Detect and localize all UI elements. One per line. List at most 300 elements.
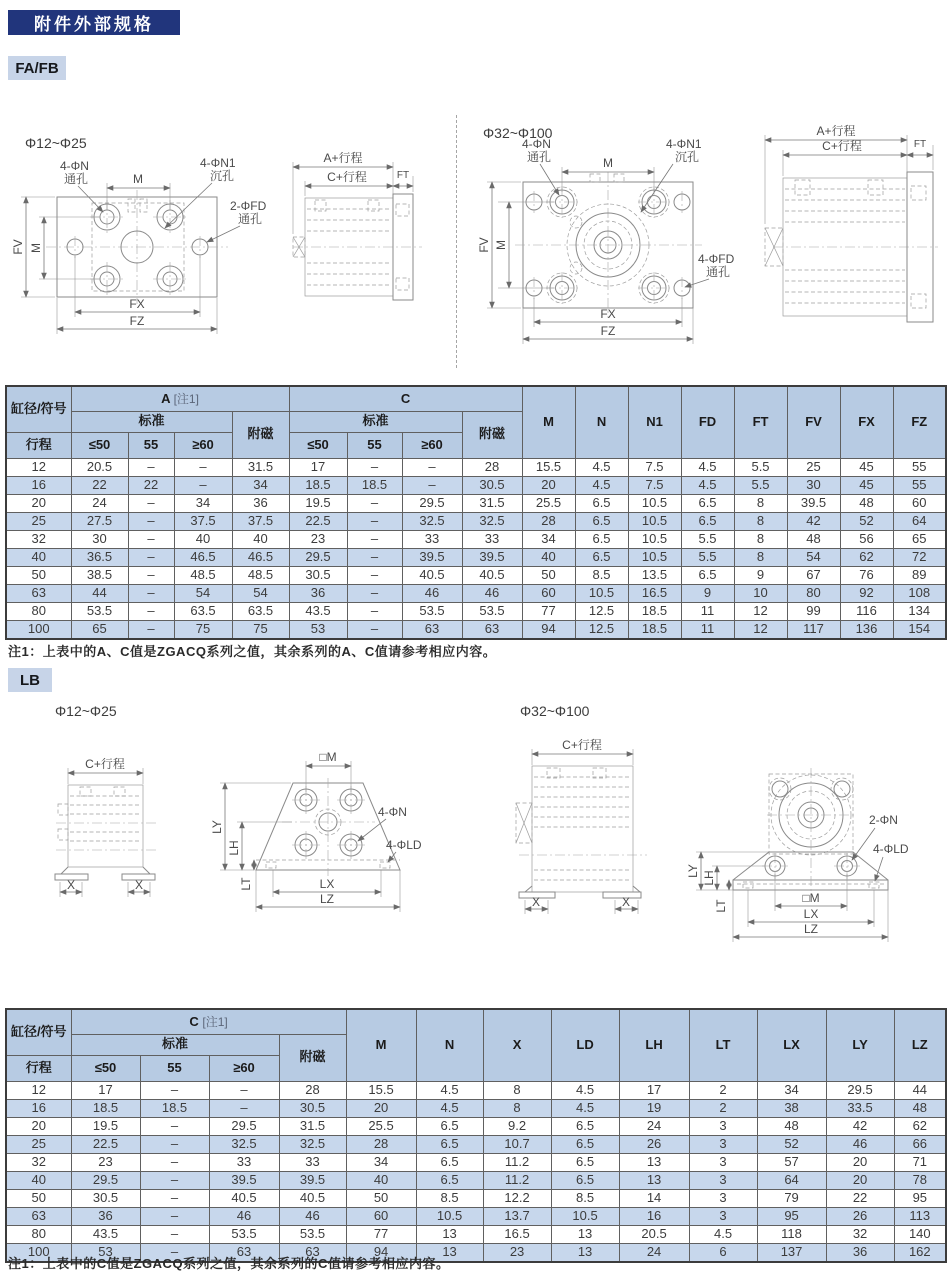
table-cell: 13: [551, 1243, 619, 1262]
table-cell: 75: [232, 620, 289, 639]
table-row: [6, 530, 946, 548]
table-row: [6, 1171, 946, 1189]
column-header: M: [346, 1009, 416, 1081]
dim-label-ft: FT: [396, 170, 410, 181]
table-cell: 89: [893, 566, 946, 584]
table-cell: 16: [6, 476, 71, 494]
column-header-group-a: A [注1]: [71, 386, 289, 411]
table-row: [6, 476, 946, 494]
table-cell: 12: [6, 458, 71, 476]
table-cell: 8: [734, 494, 787, 512]
bolt-holes: [90, 200, 187, 296]
table-cell: 12.5: [575, 620, 628, 639]
table-cell: 8: [734, 512, 787, 530]
table-cell: 162: [894, 1243, 946, 1262]
table-cell: 28: [462, 458, 522, 476]
table-cell: 30.5: [279, 1099, 346, 1117]
table-cell: 6.5: [551, 1153, 619, 1171]
table-row: [6, 1135, 946, 1153]
callout-4-phi-n1: 4-ΦN1: [200, 156, 236, 170]
table-cell: 10.5: [628, 494, 681, 512]
table-cell: 32.5: [462, 512, 522, 530]
table-cell: 29.5: [209, 1117, 279, 1135]
table-cell: 65: [71, 620, 128, 639]
callout-4-phi-n: 4-ΦN: [60, 159, 89, 173]
table-cell: 2: [689, 1099, 757, 1117]
column-header: M: [522, 386, 575, 458]
fafb-drawing-phi32-100: [470, 110, 945, 378]
dim-label-fv: FV: [477, 237, 491, 253]
dim-label-a-stroke: A+行程: [816, 124, 856, 138]
table-cell: 10.5: [628, 530, 681, 548]
table-cell: 18.5: [628, 620, 681, 639]
table-cell: 11: [681, 620, 734, 639]
table-cell: 6.5: [416, 1171, 483, 1189]
table-cell: 53: [71, 1243, 140, 1262]
column-header: LD: [551, 1009, 619, 1081]
table-cell: 16.5: [628, 584, 681, 602]
table-cell: 23: [289, 530, 347, 548]
column-header-magnet: 附磁: [279, 1034, 346, 1081]
table-cell: 6.5: [575, 512, 628, 530]
table-cell: 46: [462, 584, 522, 602]
table-cell: 72: [893, 548, 946, 566]
table-cell: 3: [689, 1171, 757, 1189]
table-cell: 78: [894, 1171, 946, 1189]
column-header: FV: [787, 386, 840, 458]
table-cell: –: [347, 584, 402, 602]
table-cell: 42: [826, 1117, 894, 1135]
table-row: [6, 458, 946, 476]
table-cell: 43.5: [71, 1225, 140, 1243]
table-cell: 5.5: [681, 548, 734, 566]
table-cell: 42: [787, 512, 840, 530]
dim-label-lt: LT: [714, 899, 728, 913]
table-cell: 56: [840, 530, 893, 548]
table-cell: 154: [893, 620, 946, 639]
table-cell: 25.5: [522, 494, 575, 512]
dim-label-m-left: M: [494, 240, 508, 250]
dim-label-lx: LX: [803, 907, 819, 921]
table-cell: 40.5: [279, 1189, 346, 1207]
dim-label-ly: LY: [686, 864, 700, 878]
table-cell: 20: [826, 1171, 894, 1189]
table-cell: 46.5: [174, 548, 232, 566]
column-header: ≥60: [174, 432, 232, 458]
table-cell: 40: [522, 548, 575, 566]
dim-label-lz: LZ: [319, 892, 335, 906]
dim-label-x: X: [66, 878, 76, 892]
dim-label-sq-m: □M: [802, 891, 820, 905]
dim-label-fv: FV: [11, 239, 25, 255]
column-header: LY: [826, 1009, 894, 1081]
table-cell: 16.5: [483, 1225, 551, 1243]
table-cell: 9.2: [483, 1117, 551, 1135]
table-cell: 80: [6, 1225, 71, 1243]
table-cell: 11: [681, 602, 734, 620]
table-cell: 64: [757, 1171, 826, 1189]
table-cell: 13: [619, 1153, 689, 1171]
table-row: [6, 494, 946, 512]
table-cell: 10.7: [483, 1135, 551, 1153]
callout-4-phi-n1: 4-ΦN1: [666, 137, 702, 151]
table-cell: 12: [6, 1081, 71, 1099]
table-cell: 48: [757, 1117, 826, 1135]
table-cell: 33: [402, 530, 462, 548]
table-cell: 22.5: [289, 512, 347, 530]
table-row: [6, 1153, 946, 1171]
table-cell: 40: [346, 1171, 416, 1189]
table-cell: 113: [894, 1207, 946, 1225]
table-cell: 34: [346, 1153, 416, 1171]
callout-counterbore: 沉孔: [675, 150, 700, 164]
table-cell: 20: [6, 1117, 71, 1135]
table-cell: 79: [757, 1189, 826, 1207]
table-cell: –: [209, 1099, 279, 1117]
bolt-holes: [292, 786, 365, 859]
table-cell: 24: [619, 1117, 689, 1135]
table-cell: 136: [840, 620, 893, 639]
table-cell: 4.5: [681, 458, 734, 476]
table-cell: 60: [522, 584, 575, 602]
table-cell: 63.5: [174, 602, 232, 620]
table-cell: 10.5: [628, 548, 681, 566]
table-cell: 18.5: [289, 476, 347, 494]
column-header-bore: 缸径/符号: [6, 386, 71, 432]
callout-through-hole: 通孔: [706, 265, 731, 279]
column-header: FZ: [893, 386, 946, 458]
table-cell: 100: [6, 620, 71, 639]
table-cell: –: [128, 548, 174, 566]
table-cell: 8.5: [416, 1189, 483, 1207]
table-cell: –: [128, 494, 174, 512]
table-cell: 8.5: [575, 566, 628, 584]
table-cell: –: [347, 530, 402, 548]
column-header-stroke: 行程: [6, 1055, 71, 1081]
table-cell: 100: [6, 1243, 71, 1262]
table-cell: 39.5: [279, 1171, 346, 1189]
table-cell: 3: [689, 1189, 757, 1207]
table-cell: 4.5: [575, 476, 628, 494]
table-cell: 46.5: [232, 548, 289, 566]
table-cell: –: [128, 602, 174, 620]
table-cell: 71: [894, 1153, 946, 1171]
table-cell: 54: [174, 584, 232, 602]
table-cell: 22: [71, 476, 128, 494]
table-cell: 4.5: [681, 476, 734, 494]
table-cell: 28: [346, 1135, 416, 1153]
table-cell: 25.5: [346, 1117, 416, 1135]
table-row: [6, 584, 946, 602]
table-cell: 10: [734, 584, 787, 602]
column-header-standard: 标准: [289, 411, 462, 432]
column-header: ≤50: [71, 432, 128, 458]
table-cell: 18.5: [628, 602, 681, 620]
table-cell: 134: [893, 602, 946, 620]
drawing-caption: Φ12~Φ25: [55, 703, 117, 719]
table-cell: 4.5: [416, 1099, 483, 1117]
table-cell: 64: [893, 512, 946, 530]
table-cell: 12: [734, 620, 787, 639]
callout-4-phi-n: 4-ΦN: [378, 805, 407, 819]
dim-label-fx: FX: [129, 297, 145, 311]
table-cell: 3: [689, 1153, 757, 1171]
table-cell: 13: [551, 1225, 619, 1243]
table-cell: 94: [522, 620, 575, 639]
dim-label-ft: FT: [913, 139, 927, 150]
table-cell: –: [128, 620, 174, 639]
table-cell: –: [140, 1081, 209, 1099]
table-cell: 63.5: [232, 602, 289, 620]
table-cell: 63: [462, 620, 522, 639]
table-cell: 7.5: [628, 458, 681, 476]
table-cell: –: [347, 548, 402, 566]
table-cell: 36: [289, 584, 347, 602]
table-cell: 3: [689, 1207, 757, 1225]
dim-label-x: X: [531, 895, 541, 909]
table-cell: 39.5: [209, 1171, 279, 1189]
table-cell: 10.5: [551, 1207, 619, 1225]
table-cell: 40.5: [462, 566, 522, 584]
table-cell: 95: [894, 1189, 946, 1207]
table-cell: 12: [734, 602, 787, 620]
table-cell: 30: [787, 476, 840, 494]
table-cell: 40: [232, 530, 289, 548]
table-cell: 46: [209, 1207, 279, 1225]
dim-label-m: M: [603, 156, 613, 170]
column-header: 55: [140, 1055, 209, 1081]
table-row: [6, 1117, 946, 1135]
table-cell: 8: [734, 548, 787, 566]
column-header-magnet: 附磁: [462, 411, 522, 458]
table-cell: 29.5: [826, 1081, 894, 1099]
table-cell: 66: [894, 1135, 946, 1153]
table-cell: –: [402, 458, 462, 476]
column-header: FD: [681, 386, 734, 458]
table-cell: –: [174, 458, 232, 476]
table-cell: 54: [232, 584, 289, 602]
table-cell: –: [347, 512, 402, 530]
table-cell: 40: [6, 1171, 71, 1189]
table-cell: 137: [757, 1243, 826, 1262]
table-cell: 15.5: [346, 1081, 416, 1099]
column-header-standard: 标准: [71, 1034, 279, 1055]
dim-label-x: X: [621, 895, 631, 909]
table-cell: 39.5: [787, 494, 840, 512]
table-cell: 25: [6, 1135, 71, 1153]
table-cell: 48: [787, 530, 840, 548]
table-cell: –: [347, 602, 402, 620]
table-cell: 28: [279, 1081, 346, 1099]
table-cell: 108: [893, 584, 946, 602]
table-cell: 22: [128, 476, 174, 494]
table-cell: –: [347, 494, 402, 512]
table-cell: 37.5: [174, 512, 232, 530]
table-cell: 52: [757, 1135, 826, 1153]
table-cell: –: [347, 620, 402, 639]
table-cell: 76: [840, 566, 893, 584]
column-header: ≥60: [209, 1055, 279, 1081]
table-cell: 19.5: [289, 494, 347, 512]
table-cell: 31.5: [232, 458, 289, 476]
column-header: N: [575, 386, 628, 458]
table-row: [6, 620, 946, 639]
table-row: [6, 1189, 946, 1207]
table-cell: 77: [522, 602, 575, 620]
table-cell: 50: [6, 566, 71, 584]
table-row: [6, 548, 946, 566]
table-cell: 12.5: [575, 602, 628, 620]
table-cell: 40.5: [402, 566, 462, 584]
table-cell: 13: [416, 1243, 483, 1262]
table-cell: –: [140, 1153, 209, 1171]
column-header: ≤50: [289, 432, 347, 458]
table-cell: 10.5: [416, 1207, 483, 1225]
table-cell: 6.5: [575, 530, 628, 548]
table-row: [6, 1207, 946, 1225]
column-header: LX: [757, 1009, 826, 1081]
table-cell: 40.5: [209, 1189, 279, 1207]
table-cell: 18.5: [347, 476, 402, 494]
table-cell: 20: [826, 1153, 894, 1171]
table-cell: 32.5: [279, 1135, 346, 1153]
table-cell: 19.5: [71, 1117, 140, 1135]
table-cell: 33.5: [826, 1099, 894, 1117]
table-cell: 8: [734, 530, 787, 548]
table-cell: 140: [894, 1225, 946, 1243]
table-cell: 3: [689, 1117, 757, 1135]
table-cell: 53.5: [279, 1225, 346, 1243]
table-cell: 45: [840, 476, 893, 494]
table-cell: 62: [840, 548, 893, 566]
table-cell: 77: [346, 1225, 416, 1243]
table-cell: 57: [757, 1153, 826, 1171]
dim-label-lh: LH: [702, 870, 716, 886]
table-cell: 39.5: [402, 548, 462, 566]
table-cell: 30.5: [71, 1189, 140, 1207]
table-cell: –: [140, 1243, 209, 1262]
table-cell: 18.5: [71, 1099, 140, 1117]
table-cell: 34: [174, 494, 232, 512]
table-cell: 6.5: [681, 494, 734, 512]
table-row: [6, 1099, 946, 1117]
table-cell: 60: [893, 494, 946, 512]
table-cell: 26: [826, 1207, 894, 1225]
table-cell: 65: [893, 530, 946, 548]
table-cell: 4.5: [416, 1081, 483, 1099]
table-cell: 5.5: [681, 530, 734, 548]
table-cell: 6.5: [416, 1153, 483, 1171]
table-cell: 63: [6, 1207, 71, 1225]
table-cell: 9: [681, 584, 734, 602]
table-cell: 117: [787, 620, 840, 639]
table-cell: 11.2: [483, 1153, 551, 1171]
table-cell: 46: [279, 1207, 346, 1225]
dim-label-c-stroke: C+行程: [822, 139, 862, 153]
table-cell: 48.5: [174, 566, 232, 584]
column-header: LT: [689, 1009, 757, 1081]
table-cell: 63: [402, 620, 462, 639]
table-cell: 53.5: [209, 1225, 279, 1243]
table-cell: 36: [71, 1207, 140, 1225]
callout-4-phi-fd: 4-ΦFD: [698, 252, 735, 266]
column-header-magnet: 附磁: [232, 411, 289, 458]
table-cell: 67: [787, 566, 840, 584]
table-cell: 6.5: [575, 548, 628, 566]
table-cell: 40: [174, 530, 232, 548]
table-cell: 38: [757, 1099, 826, 1117]
callout-counterbore: 沉孔: [210, 169, 235, 183]
table-cell: 5.5: [734, 458, 787, 476]
table-cell: 92: [840, 584, 893, 602]
table-cell: 18.5: [140, 1099, 209, 1117]
table-cell: 8: [483, 1099, 551, 1117]
table-cell: 45: [840, 458, 893, 476]
table-cell: –: [140, 1207, 209, 1225]
table-cell: 34: [232, 476, 289, 494]
table-cell: 27.5: [71, 512, 128, 530]
callout-through-hole: 通孔: [64, 172, 89, 186]
table-cell: 8: [483, 1081, 551, 1099]
dim-label-lh: LH: [227, 840, 241, 856]
table-cell: –: [347, 458, 402, 476]
table-cell: 50: [522, 566, 575, 584]
column-header: N1: [628, 386, 681, 458]
table-cell: 29.5: [71, 1171, 140, 1189]
table-cell: 32.5: [209, 1135, 279, 1153]
table-cell: 10.5: [628, 512, 681, 530]
table-cell: 19: [619, 1099, 689, 1117]
table-cell: 33: [279, 1153, 346, 1171]
column-header: ≥60: [402, 432, 462, 458]
column-header: FT: [734, 386, 787, 458]
callout-4-phi-ld: 4-ΦLD: [386, 838, 422, 852]
table-cell: 28: [522, 512, 575, 530]
dim-label-fx: FX: [600, 307, 616, 321]
table-cell: 20.5: [619, 1225, 689, 1243]
table-cell: 20: [346, 1099, 416, 1117]
drawing-divider: [456, 115, 457, 368]
table-cell: 4.5: [575, 458, 628, 476]
table-cell: 20: [522, 476, 575, 494]
column-header: FX: [840, 386, 893, 458]
column-header-standard: 标准: [71, 411, 232, 432]
table-cell: 55: [893, 458, 946, 476]
table-cell: 63: [209, 1243, 279, 1262]
lb-drawing-phi32-100: [475, 700, 945, 968]
table-cell: 30: [71, 530, 128, 548]
fafb-drawing-phi12-25: [10, 110, 455, 378]
fafb-spec-table: [5, 385, 947, 640]
lb-drawing-phi12-25: [10, 700, 460, 968]
table-cell: 36.5: [71, 548, 128, 566]
table-cell: –: [128, 566, 174, 584]
table-cell: 53: [289, 620, 347, 639]
table-cell: 36: [232, 494, 289, 512]
callout-4-phi-ld: 4-ΦLD: [873, 842, 909, 856]
table-cell: 6.5: [416, 1135, 483, 1153]
table-cell: 8.5: [551, 1189, 619, 1207]
table-cell: 17: [619, 1081, 689, 1099]
drawing-caption: Φ32~Φ100: [520, 703, 590, 719]
table-cell: 22.5: [71, 1135, 140, 1153]
dim-label-sq-m: □M: [319, 750, 337, 764]
footnote-fafb: 注1：上表中的A、C值是ZGACQ系列之值，其余系列的A、C值请参考相应内容。: [8, 644, 497, 659]
table-cell: 6.5: [551, 1117, 619, 1135]
table-row: [6, 1081, 946, 1099]
table-cell: 53.5: [462, 602, 522, 620]
table-cell: 30.5: [289, 566, 347, 584]
